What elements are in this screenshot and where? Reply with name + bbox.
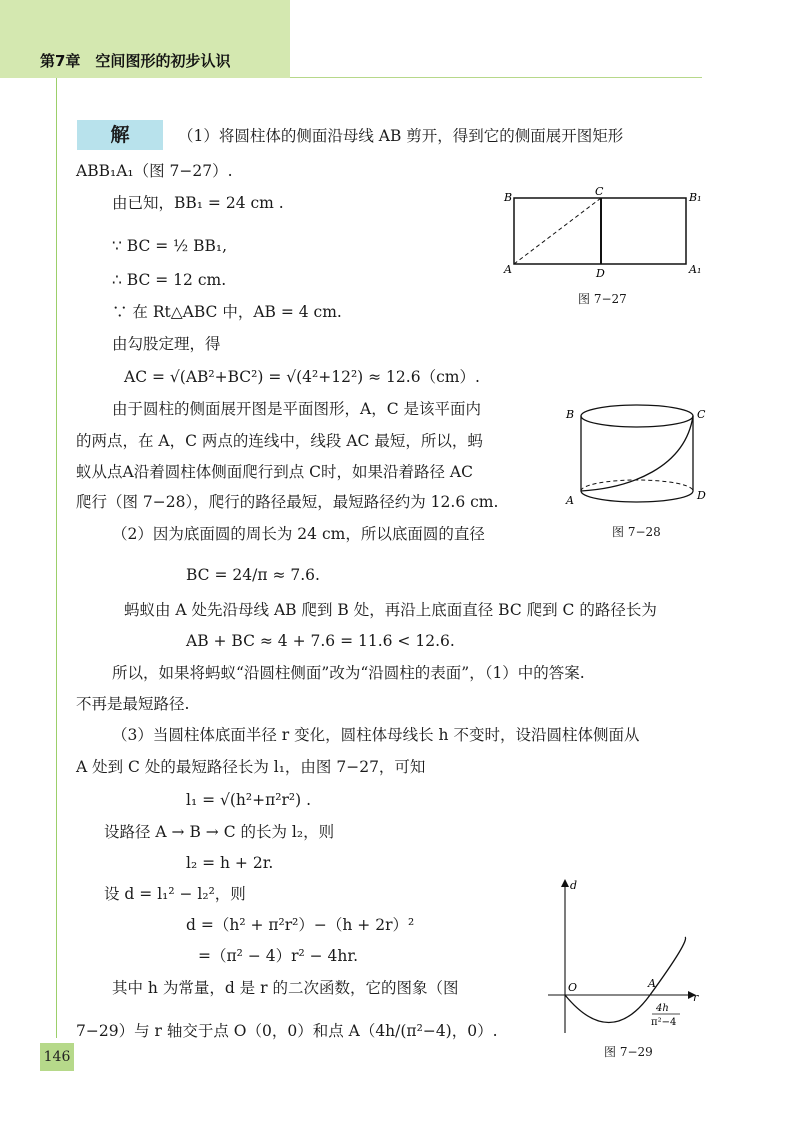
text-line: 由于圆柱的侧面展开图是平面图形，A，C 是该平面内 <box>112 400 481 418</box>
text-line: ∵ 在 Rt△ABC 中，AB = 4 cm. <box>112 303 342 321</box>
label-a: A <box>648 977 656 990</box>
text-line: 其中 h 为常量，d 是 r 的二次函数，它的图象（图 <box>112 979 459 997</box>
margin-rule <box>56 78 57 1038</box>
label-b: B <box>566 408 575 421</box>
label-r: r <box>693 991 699 1004</box>
text-line: =（π² − 4）r² − 4hr. <box>198 947 359 965</box>
text-line: ∵ BC = ½ BB₁, <box>112 237 228 255</box>
text-line: d =（h² + π²r²）−（h + 2r）² <box>186 916 415 934</box>
text-line: ∴ BC = 12 cm. <box>112 271 227 289</box>
figure-caption: 图 7−29 <box>604 1045 653 1059</box>
label-a-denominator: π²−4 <box>651 1017 677 1028</box>
text-line: 的两点，在 A，C 两点的连线中，线段 AC 最短，所以，蚂 <box>76 432 483 450</box>
text-line: AC = √(AB²+BC²) = √(4²+12²) ≈ 12.6（cm）. <box>124 368 480 386</box>
label-d: D <box>697 489 706 502</box>
text-line: （2）因为底面圆的周长为 24 cm，所以底面圆的直径 <box>112 525 485 543</box>
text-line: 蚂蚁由 A 处先沿母线 AB 爬到 B 处，再沿上底面直径 BC 爬到 C 的路径长为 <box>124 601 657 619</box>
label-d: d <box>570 879 578 892</box>
text-line: 设 d = l₁² − l₂²，则 <box>104 885 246 903</box>
label-a: A <box>566 494 574 507</box>
label-d: D <box>596 267 605 280</box>
segment-ac-dashed <box>514 198 601 264</box>
text-line: 爬行（图 7−28），爬行的路径最短，最短路径约为 12.6 cm. <box>76 493 499 511</box>
page-number: 146 <box>40 1043 74 1071</box>
text-line: ABB₁A₁（图 7−27）. <box>76 162 233 180</box>
label-o: O <box>568 981 578 994</box>
label-c: C <box>697 408 706 421</box>
chapter-title: 第7章 空间图形的初步认识 <box>40 52 231 70</box>
label-a-numerator: 4h <box>656 1003 669 1014</box>
label-a1: A₁ <box>689 263 702 276</box>
text-line: 不再是最短路径. <box>76 695 190 713</box>
figure-caption: 图 7−28 <box>612 525 661 539</box>
text-line: 设路径 A → B → C 的长为 l₂，则 <box>104 823 335 841</box>
text-line: 所以，如果将蚂蚁“沿圆柱侧面”改为“沿圆柱的表面”，（1）中的答案. <box>112 664 585 682</box>
header-rule <box>290 77 702 78</box>
text-line: （1）将圆柱体的侧面沿母线 AB 剪开，得到它的侧面展开图矩形 <box>178 127 624 145</box>
figure-caption: 图 7−27 <box>578 292 627 306</box>
figure-7-29 <box>540 875 710 1040</box>
top-ellipse <box>581 405 693 427</box>
text-line: 7−29）与 r 轴交于点 O（0，0）和点 A（4h/(π²−4)，0）. <box>76 1022 498 1040</box>
text-line: l₂ = h + 2r. <box>186 854 274 872</box>
label-a: A <box>504 263 512 276</box>
label-b1: B₁ <box>689 191 702 204</box>
text-line: 蚁从点A沿着圆柱体侧面爬行到点 C时，如果沿着路径 AC <box>76 463 473 481</box>
solution-label: 解 <box>77 120 163 150</box>
text-line: BC = 24/π ≈ 7.6. <box>186 566 320 584</box>
chapter-header-band <box>0 0 290 78</box>
text-line: AB + BC ≈ 4 + 7.6 = 11.6 < 12.6. <box>186 632 455 650</box>
text-line: 由勾股定理，得 <box>112 335 221 353</box>
label-b: B <box>504 191 513 204</box>
figure-7-28 <box>560 398 710 516</box>
d-axis-arrow <box>561 879 569 887</box>
bottom-front-arc <box>581 491 693 502</box>
text-line: 由已知，BB₁ = 24 cm . <box>112 194 284 212</box>
text-line: A 处到 C 处的最短路径长为 l₁，由图 7−27，可知 <box>76 758 426 776</box>
figure-7-27 <box>500 185 706 285</box>
text-line: （3）当圆柱体底面半径 r 变化，圆柱体母线长 h 不变时，设沿圆柱体侧面从 <box>112 726 640 744</box>
text-line: l₁ = √(h²+π²r²) . <box>186 791 312 809</box>
label-c: C <box>595 185 604 198</box>
